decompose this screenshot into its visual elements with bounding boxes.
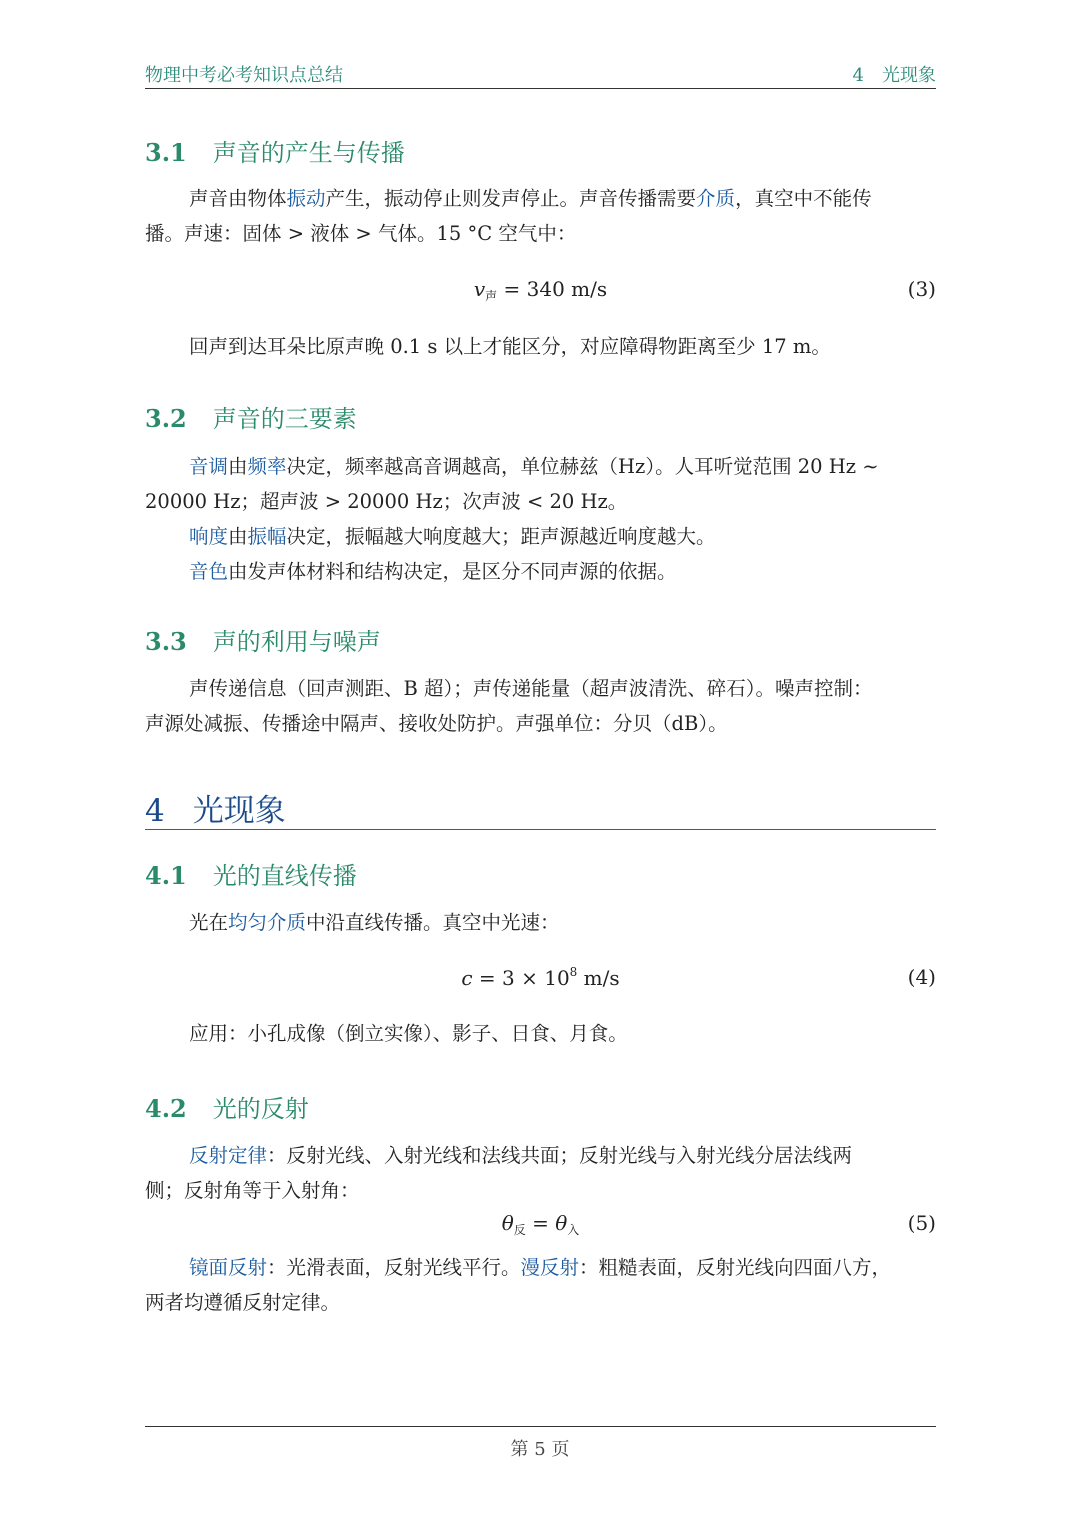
- equation-number: (5): [907, 1211, 936, 1235]
- section-title: 光的直线传播: [212, 862, 357, 890]
- section-heading-3-2: [145, 399, 357, 434]
- chapter-number: 4: [145, 793, 165, 829]
- keyword-frequency: 频率: [247, 455, 287, 478]
- eq-unit: m/s: [577, 966, 620, 990]
- eq-subscript: 反: [513, 1223, 526, 1237]
- text: 回声到达耳朵比原声晚 0.1 s 以上才能区分，对应障碍物距离至少 17 m。: [189, 335, 831, 358]
- eq-subscript: 声: [485, 289, 498, 303]
- text: 产生，振动停止则发声停止。声音传播需要: [325, 187, 697, 210]
- section-title: 声音的产生与传播: [212, 139, 405, 167]
- text: 中沿直线传播。真空中光速：: [306, 911, 560, 934]
- text: 决定，振幅越大响度越大；距声源越近响度越大。: [286, 525, 716, 548]
- keyword-reflection-law: 反射定律: [189, 1144, 268, 1167]
- text: 声音由物体: [189, 187, 287, 210]
- section-heading-3-3: [145, 622, 381, 657]
- text: 光在: [189, 911, 229, 934]
- text: 侧；反射角等于入射角：: [145, 1179, 360, 1202]
- eq-symbol: c: [461, 966, 473, 990]
- section-heading-3-1: [145, 133, 405, 168]
- text: ：粗糙表面，反射光线向四面八方，: [579, 1256, 892, 1279]
- paragraph-light-propagation: [145, 905, 936, 940]
- section-number: 3.2: [145, 404, 187, 433]
- paragraph-sound-production: [145, 181, 936, 251]
- keyword-specular-reflection: 镜面反射: [189, 1256, 268, 1279]
- text: 由: [228, 525, 248, 548]
- header-book-title: 物理中考必考知识点总结: [145, 65, 343, 86]
- text: 20000 Hz；超声波 > 20000 Hz；次声波 < 20 Hz。: [145, 490, 628, 513]
- text: 声传递信息（回声测距、B 超）；声传递能量（超声波清洗、碎石）。噪声控制：: [189, 677, 873, 700]
- text: 由发声体材料和结构决定，是区分不同声源的依据。: [228, 560, 677, 583]
- eq-symbol: θ: [501, 1211, 514, 1235]
- keyword-loudness: 响度: [189, 525, 229, 548]
- keyword-vibration: 振动: [286, 187, 326, 210]
- text: 决定，频率越高音调越高，单位赫兹（Hz）。人耳听觉范围 20 Hz ∼: [286, 455, 879, 478]
- section-heading-4-1: [145, 856, 357, 891]
- text: 播。声速：固体 > 液体 > 气体。15 °C 空气中：: [145, 222, 577, 245]
- section-number: 4.2: [145, 1094, 187, 1123]
- eq-exponent: 8: [569, 965, 578, 979]
- text: 声源处减振、传播途中隔声、接收处防护。声强单位：分贝（dB）。: [145, 712, 728, 735]
- page-number: 第 5 页: [510, 1439, 570, 1460]
- footer-rule: [145, 1426, 936, 1427]
- paragraph-sound-use-noise: [145, 671, 936, 741]
- keyword-timbre: 音色: [189, 560, 229, 583]
- eq-subscript: 入: [567, 1223, 580, 1237]
- text: ：反射光线、入射光线和法线共面；反射光线与入射光线分居法线两: [267, 1144, 853, 1167]
- section-number: 3.3: [145, 627, 187, 656]
- paragraph-reflection-types: [145, 1250, 936, 1320]
- section-number: 4.1: [145, 861, 187, 890]
- section-heading-4-2: [145, 1089, 309, 1124]
- chapter-heading-4: [145, 785, 936, 830]
- chapter-title: 光现象: [192, 793, 286, 829]
- section-title: 声音的三要素: [212, 405, 357, 433]
- paragraph-applications: [145, 1016, 936, 1051]
- equation-number: (3): [907, 277, 936, 301]
- section-title: 光的反射: [212, 1095, 309, 1123]
- keyword-medium: 介质: [696, 187, 736, 210]
- keyword-amplitude: 振幅: [247, 525, 287, 548]
- eq-rest: = 3 × 10: [472, 966, 570, 990]
- paragraph-reflection-law: [145, 1138, 936, 1208]
- keyword-diffuse-reflection: 漫反射: [520, 1256, 580, 1279]
- keyword-uniform-medium: 均匀介质: [228, 911, 307, 934]
- text: 由: [228, 455, 248, 478]
- header-chapter: 4 光现象: [852, 65, 936, 86]
- running-header: [145, 58, 936, 89]
- section-number: 3.1: [145, 138, 187, 167]
- eq-equals: =: [525, 1211, 556, 1235]
- eq-symbol: v: [473, 277, 486, 301]
- section-title: 声的利用与噪声: [212, 628, 381, 656]
- eq-symbol: θ: [555, 1211, 568, 1235]
- eq-rest: = 340 m/s: [497, 277, 608, 301]
- text: ：光滑表面，反射光线平行。: [267, 1256, 521, 1279]
- keyword-pitch: 音调: [189, 455, 229, 478]
- text: 应用：小孔成像（倒立实像）、影子、日食、月食。: [189, 1022, 628, 1045]
- paragraph-echo: [145, 329, 936, 364]
- equation-number: (4): [907, 965, 936, 989]
- paragraph-pitch: [145, 449, 936, 589]
- text: 两者均遵循反射定律。: [145, 1291, 341, 1314]
- text: ，真空中不能传: [735, 187, 872, 210]
